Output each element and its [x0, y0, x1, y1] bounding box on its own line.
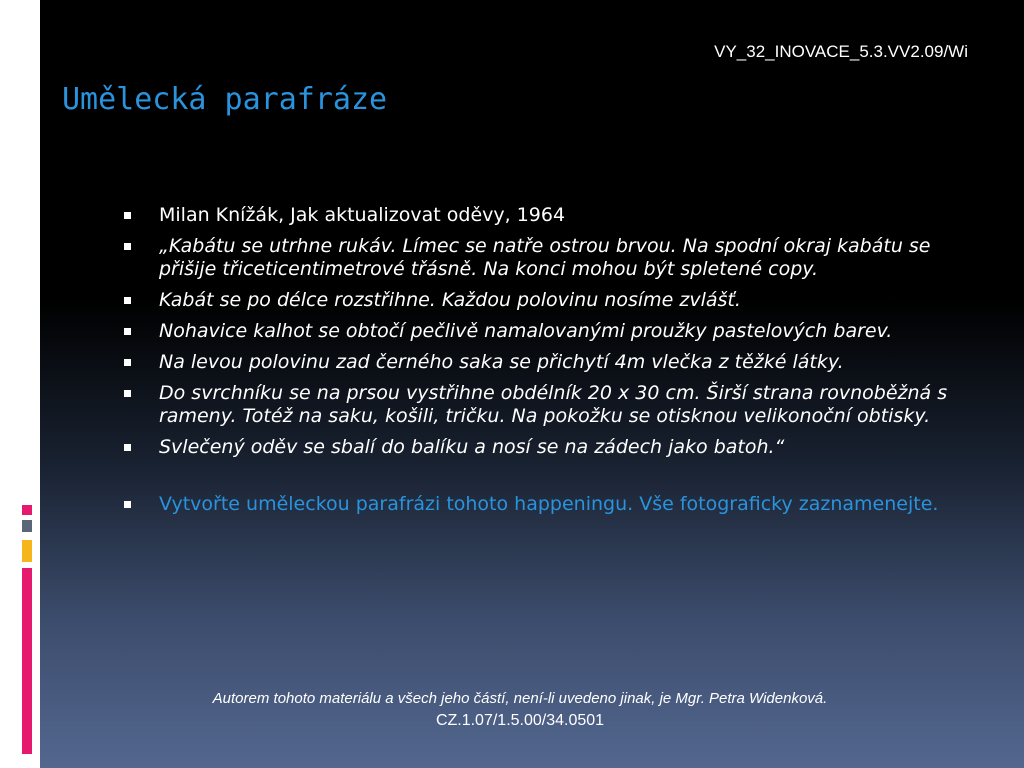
task-text: Vytvořte uměleckou parafrázi tohoto happeningu. Vše fotograficky zaznamenejte. — [159, 493, 939, 515]
task-item — [120, 493, 960, 516]
list-item — [120, 351, 960, 374]
bullet-square-icon — [124, 328, 131, 335]
list-item — [120, 320, 960, 343]
slide-title: Umělecká parafráze — [62, 82, 388, 117]
list-item-text: Na levou polovinu zad černého saka se přichytí 4m vlečka z těžké látky. — [159, 351, 844, 373]
footer — [120, 688, 920, 732]
bullet-list — [120, 204, 960, 524]
list-item-text: „Kabátu se utrhne rukáv. Límec se natře ostrou brvou. Na spodní okraj kabátu se přišije třiceticentimetrové třásně. Na konci mohou být spletené copy. — [159, 235, 931, 280]
left-decor-strip — [0, 0, 40, 768]
material-code: VY_32_INOVACE_5.3.VV2.09/Wi — [714, 42, 968, 61]
bullet-square-icon — [124, 212, 131, 219]
author-note: Autorem tohoto materiálu a všech jeho částí, není-li uvedeno jinak, je Mgr. Petra Widenková. — [212, 690, 828, 707]
project-number: CZ.1.07/1.5.00/34.0501 — [435, 712, 605, 729]
list-item — [120, 382, 960, 428]
list-item-text: Do svrchníku se na prsou vystřihne obdélník 20 x 30 cm. Širší strana rovnoběžná s rameny. Totéž na saku, košili, tričku. Na pokožku se otisknou velikonoční obtisky. — [159, 382, 948, 427]
decor-gray-mark — [22, 520, 32, 532]
list-item — [120, 204, 960, 227]
list-item — [120, 436, 960, 459]
decor-yellow-mark — [22, 540, 32, 562]
decor-pink-bar — [22, 568, 32, 754]
list-item — [120, 235, 960, 281]
list-item-text: Kabát se po délce rozstřihne. Každou polovinu nosíme zvlášť. — [159, 289, 741, 311]
bullet-square-icon — [124, 390, 131, 397]
list-item-text: Svlečený oděv se sbalí do balíku a nosí se na zádech jako batoh.“ — [159, 436, 785, 458]
list-item-text: Nohavice kalhot se obtočí pečlivě namalovanými proužky pastelových barev. — [159, 320, 893, 342]
list-item-text: Milan Knížák, Jak aktualizovat oděvy, 1964 — [159, 204, 566, 226]
bullet-square-icon — [124, 501, 131, 508]
list-item — [120, 289, 960, 312]
bullet-square-icon — [124, 243, 131, 250]
bullet-square-icon — [124, 359, 131, 366]
bullet-square-icon — [124, 444, 131, 451]
decor-pink-mark — [22, 505, 32, 515]
bullet-square-icon — [124, 297, 131, 304]
